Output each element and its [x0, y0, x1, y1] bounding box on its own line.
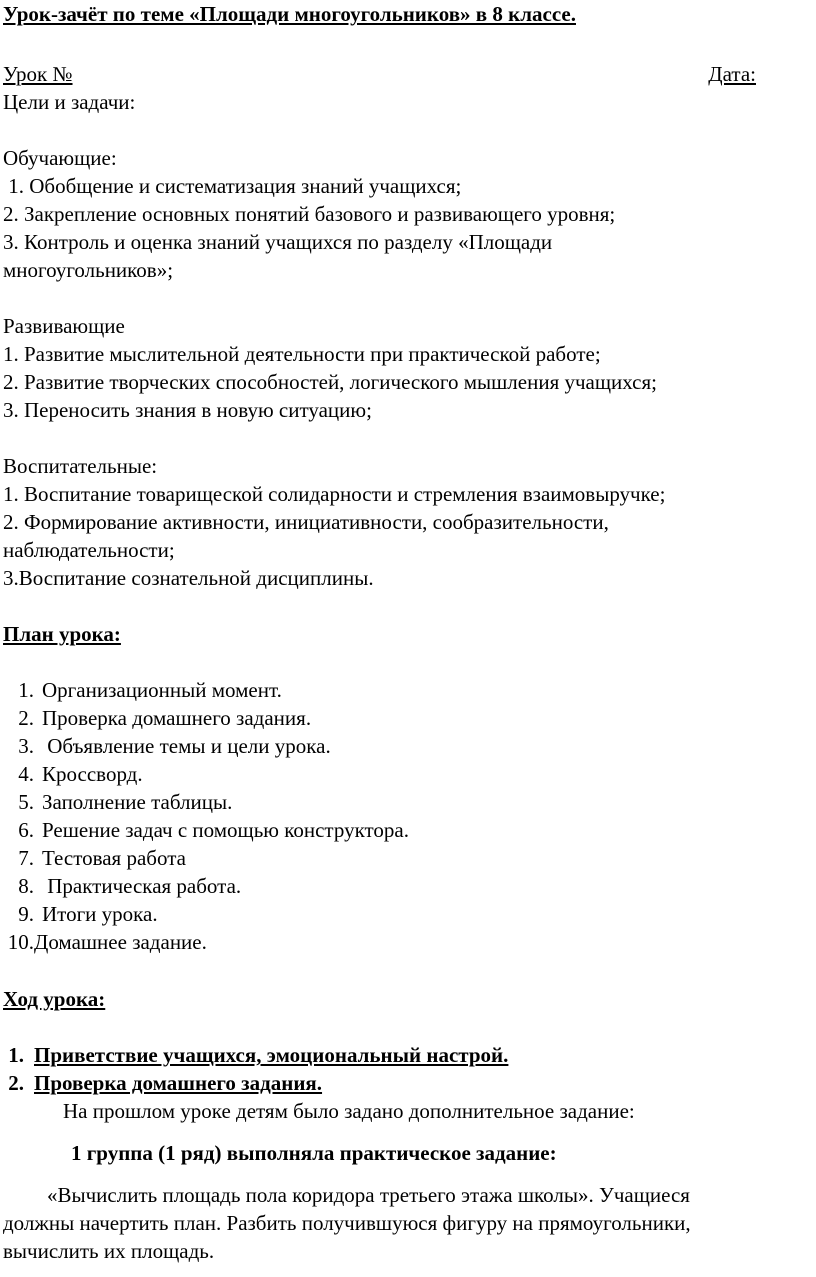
- developing-line: 3. Переносить знания в новую ситуацию;: [3, 398, 372, 422]
- group-heading: 1 группа (1 ряд) выполняла практическое задание:: [71, 1141, 557, 1165]
- educational-line: 2. Формирование активности, инициативности, сообразительности,: [3, 510, 609, 534]
- plan-item: [0, 928, 207, 956]
- plan-item-text: Итоги урока.: [42, 902, 158, 926]
- plan-item-text: Домашнее задание.: [34, 930, 207, 954]
- plan-item-number: 2.: [18, 706, 34, 730]
- plan-item: [0, 704, 311, 732]
- plan-item: [0, 788, 232, 816]
- plan-item-text: Организационный момент.: [42, 678, 282, 702]
- developing-heading: Развивающие: [3, 314, 125, 338]
- educational-line: 3.Воспитание сознательной дисциплины.: [3, 566, 374, 590]
- progress-item: [0, 1069, 322, 1097]
- teaching-line: многоугольников»;: [3, 258, 174, 282]
- date-label: Дата:: [708, 62, 756, 86]
- task-line: вычислить их площадь.: [3, 1239, 215, 1263]
- plan-item: [0, 676, 282, 704]
- plan-item: [0, 900, 158, 928]
- plan-item-text: Объявление темы и цели урока.: [42, 734, 331, 758]
- document-title: Урок-зачёт по теме «Площади многоугольников» в 8 классе.: [3, 2, 576, 26]
- plan-item-text: Заполнение таблицы.: [42, 790, 233, 814]
- goals-heading: Цели и задачи:: [3, 90, 136, 114]
- plan-item: [0, 816, 409, 844]
- progress-heading: Ход урока:: [3, 987, 106, 1011]
- plan-item-number: 9.: [18, 902, 34, 926]
- task-line: должны начертить план. Разбить получившуюся фигуру на прямоугольники,: [3, 1211, 691, 1235]
- plan-item: [0, 732, 331, 760]
- homework-intro: На прошлом уроке детям было задано дополнительное задание:: [63, 1099, 635, 1123]
- plan-item-number: 10.: [7, 930, 34, 954]
- lesson-number-label: Урок №: [3, 62, 73, 86]
- progress-item: [0, 1041, 508, 1069]
- educational-heading: Воспитательные:: [3, 454, 158, 478]
- teaching-line: 2. Закрепление основных понятий базового и развивающего уровня;: [3, 202, 616, 226]
- plan-item-number: 4.: [18, 762, 34, 786]
- progress-item-number: 1.: [8, 1043, 24, 1067]
- task-line: «Вычислить площадь пола коридора третьего этажа школы». Учащиеся: [47, 1183, 690, 1207]
- teaching-line: 1. Обобщение и систематизация знаний учащихся;: [3, 174, 462, 198]
- plan-item-number: 1.: [18, 678, 34, 702]
- plan-item-number: 7.: [18, 846, 34, 870]
- progress-item-text: Приветствие учащихся, эмоциональный настрой.: [34, 1043, 509, 1067]
- plan-heading: План урока:: [3, 622, 121, 646]
- plan-item-text: Практическая работа.: [42, 874, 242, 898]
- developing-line: 1. Развитие мыслительной деятельности при практической работе;: [3, 342, 601, 366]
- progress-item-text: Проверка домашнего задания.: [34, 1071, 323, 1095]
- plan-item-number: 8.: [18, 874, 34, 898]
- progress-item-number: 2.: [8, 1071, 24, 1095]
- plan-item: [0, 844, 186, 872]
- plan-item-text: Кроссворд.: [42, 762, 143, 786]
- teaching-heading: Обучающие:: [3, 146, 117, 170]
- plan-item: [0, 760, 143, 788]
- educational-line: наблюдательности;: [3, 538, 175, 562]
- plan-item-text: Тестовая работа: [42, 846, 186, 870]
- developing-line: 2. Развитие творческих способностей, логического мышления учащихся;: [3, 370, 657, 394]
- plan-item-number: 5.: [18, 790, 34, 814]
- plan-item-text: Проверка домашнего задания.: [42, 706, 312, 730]
- teaching-line: 3. Контроль и оценка знаний учащихся по разделу «Площади: [3, 230, 553, 254]
- plan-item-number: 3.: [18, 734, 34, 758]
- plan-item: [0, 872, 241, 900]
- plan-item-text: Решение задач с помощью конструктора.: [42, 818, 409, 842]
- educational-line: 1. Воспитание товарищеской солидарности и стремления взаимовыручке;: [3, 482, 666, 506]
- plan-item-number: 6.: [18, 818, 34, 842]
